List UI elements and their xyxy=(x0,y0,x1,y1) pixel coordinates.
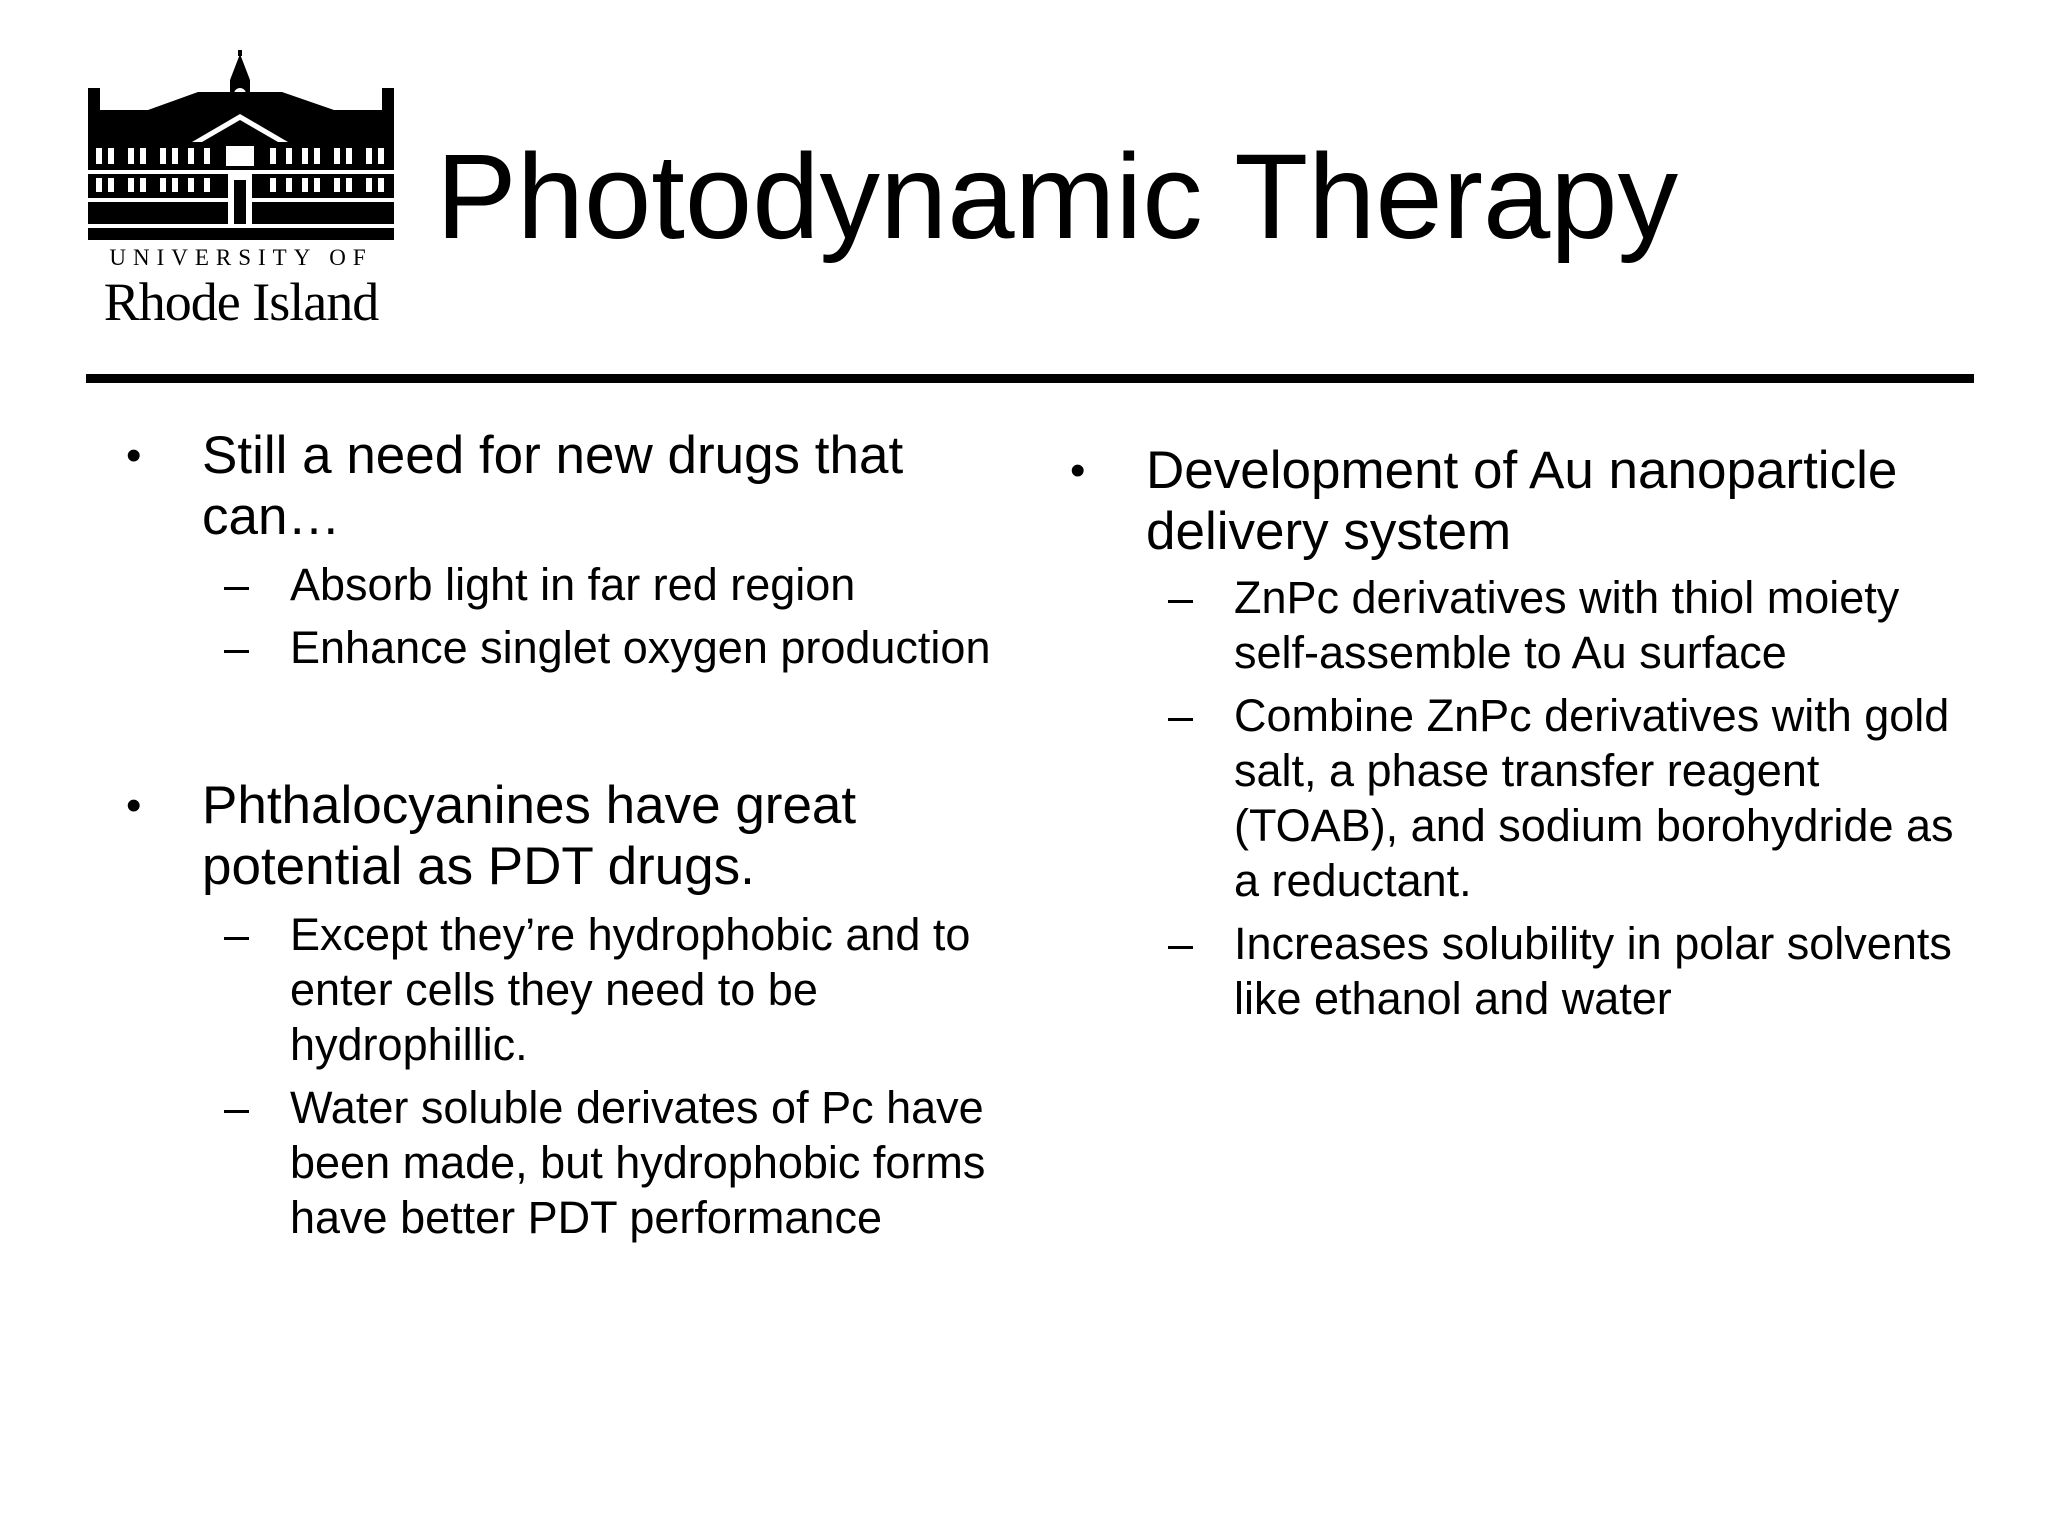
sub-bullet: – ZnPc derivatives with thiol moiety self-assemble to Au surface xyxy=(1168,572,1900,678)
left-column xyxy=(126,425,1026,1245)
sub-bullet-text: Water soluble derivates of Pc have been made, but hydrophobic forms have better PDT performance xyxy=(290,1082,986,1243)
title-divider xyxy=(86,374,1974,383)
building-icon xyxy=(88,50,394,240)
sub-bullet-text: Enhance singlet oxygen production xyxy=(290,622,991,673)
university-logo xyxy=(88,50,394,336)
sub-bullet-text: Except they’re hydrophobic and to enter cells they need to be hydrophillic. xyxy=(290,909,971,1070)
sub-bullet-text: Increases solubility in polar solvents like ethanol and water xyxy=(1234,918,1952,1024)
bullet-phthalocyanines: • Phthalocyanines have great potential as PDT drugs. xyxy=(126,775,1026,897)
sub-bullet: – Except they’re hydrophobic and to enter cells they need to be hydrophillic. xyxy=(224,909,971,1070)
sub-bullet: – Enhance singlet oxygen production xyxy=(224,622,991,673)
sub-bullet-text: Absorb light in far red region xyxy=(290,559,856,610)
bullet-au-nanoparticle: • Development of Au nanoparticle delivery system xyxy=(1070,440,1970,562)
bullet-new-drugs: • Still a need for new drugs that can… xyxy=(126,425,1026,547)
sub-bullet-text: Combine ZnPc derivatives with gold salt, a phase transfer reagent (TOAB), and sodium borohydride as a reductant. xyxy=(1234,690,1954,906)
sub-bullet: – Increases solubility in polar solvents like ethanol and water xyxy=(1168,918,1952,1024)
right-column xyxy=(1070,440,1970,1026)
logo-rhode-island-text: Rhode Island xyxy=(103,272,379,332)
sub-bullet: – Water soluble derivates of Pc have been made, but hydrophobic forms have better PDT performance xyxy=(224,1082,986,1243)
sub-bullet-text: ZnPc derivatives with thiol moiety self-assemble to Au surface xyxy=(1234,572,1900,678)
sub-bullet: – Absorb light in far red region xyxy=(224,559,856,610)
logo-university-of-text: UNIVERSITY OF xyxy=(109,245,373,270)
sub-bullet: – Combine ZnPc derivatives with gold salt, a phase transfer reagent (TOAB), and sodium borohydride as a reductant. xyxy=(1168,690,1954,906)
slide-title: Photodynamic Therapy xyxy=(436,128,1679,264)
